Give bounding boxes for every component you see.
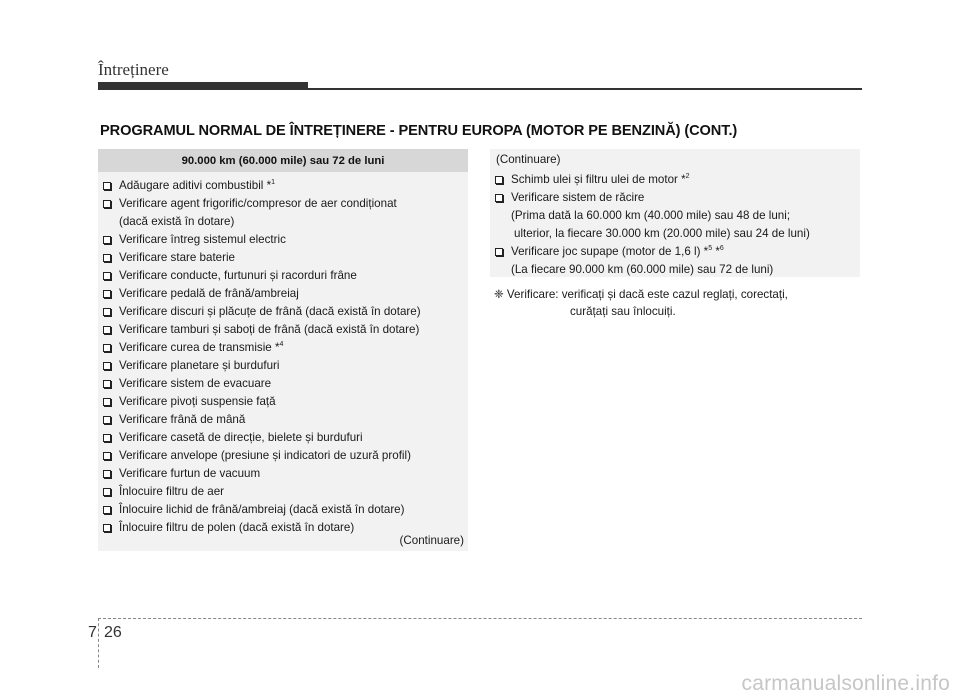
checklist-item: Verificare agent frigorific/compresor de aer condiționat (dacă există în dotare) [98,195,468,231]
checklist-item: Adăugare aditivi combustibil *$^1$ [98,177,468,195]
interval-header: 90.000 km (60.000 mile) sau 72 de luni [98,149,468,172]
section-title: Întreținere [98,60,169,79]
checklist-item: Verificare întreg sistemul electric [98,231,468,249]
checklist-item: Verificare planetare și burdufuri [98,357,468,375]
footnote-line: ❈ Verificare: verificați și dacă este cazul reglați, corectați, [494,288,788,301]
checkbox-icon [103,254,111,262]
checkbox-icon [103,344,111,352]
page-heading: PROGRAMUL NORMAL DE ÎNTREȚINERE - PENTRU EUROPA (MOTOR PE BENZINĂ) (CONT.) [100,123,738,139]
checklist-item: Verificare furtun de vacuum [98,465,468,483]
checkbox-icon [103,488,111,496]
checkbox-icon [103,272,111,280]
checkbox-icon [103,380,111,388]
checklist-item: Verificare anvelope (presiune și indicatori de uzură profil) [98,447,468,465]
maintenance-table-right [490,149,860,277]
checkbox-icon [103,434,111,442]
continued-label: (Continuare) [496,153,561,166]
page-number: 26 [104,624,122,641]
checklist-item: Verificare casetă de direcție, bielete și burdufuri [98,429,468,447]
checklist-item: Schimb ulei și filtru ulei de motor *$^2$ [490,171,860,189]
chapter-number: 7 [88,624,97,641]
checklist-item: Înlocuire filtru de aer [98,483,468,501]
checklist-item: Verificare discuri și plăcuțe de frână (dacă există în dotare) [98,303,468,321]
checkbox-icon [103,470,111,478]
checkbox-icon [103,200,111,208]
checklist-item: Verificare frână de mână [98,411,468,429]
checkbox-icon [495,176,503,184]
checkbox-icon [103,236,111,244]
checkbox-icon [103,182,111,190]
checklist-item: Verificare conducte, furtunuri și racorduri frâne [98,267,468,285]
checklist-item: Verificare stare baterie [98,249,468,267]
continued-label: (Continuare) [399,534,464,547]
checkbox-icon [103,308,111,316]
footer-rule [98,618,862,619]
checkbox-icon [103,362,111,370]
checkbox-icon [103,506,111,514]
checklist-item: Verificare sistem de răcire (Prima dată la 60.000 km (40.000 mile) sau 48 de luni; ulterior, la fiecare 30.000 km (20.000 mile) sau 24 de luni) [490,189,860,243]
checklist-item: Verificare pivoți suspensie față [98,393,468,411]
footnote-line: curățați sau înlocuiți. [570,305,676,318]
right-checklist [490,171,860,279]
checkbox-icon [103,452,111,460]
header-rule [98,88,862,90]
checkbox-icon [103,398,111,406]
checklist-item: Înlocuire lichid de frână/ambreiaj (dacă există în dotare) [98,501,468,519]
item-continuation: ulterior, la fiecare 30.000 km (20.000 mile) sau 24 de luni) [514,227,810,240]
checklist-item: Verificare sistem de evacuare [98,375,468,393]
checklist-item: Verificare joc supape (motor de 1,6 l) *$^5$ *$^6$ (La fiecare 90.000 km (60.000 mile) sau 72 de luni) [490,243,860,279]
checklist-item: Verificare pedală de frână/ambreiaj [98,285,468,303]
footer-tick [98,618,99,668]
checkbox-icon [103,524,111,532]
checkbox-icon [103,416,111,424]
checkbox-icon [495,248,503,256]
checklist-item: Verificare curea de transmisie *$^4$ [98,339,468,357]
item-continuation: (La fiecare 90.000 km (60.000 mile) sau 72 de luni) [511,263,774,276]
maintenance-table-left [98,149,468,551]
checkbox-icon [103,290,111,298]
checkbox-icon [103,326,111,334]
item-continuation: (dacă există în dotare) [119,215,235,228]
checkbox-icon [495,194,503,202]
checklist-item: Înlocuire filtru de polen (dacă există în dotare) [98,519,468,537]
checklist-item: Verificare tamburi și saboți de frână (dacă există în dotare) [98,321,468,339]
footnote [494,286,860,320]
left-checklist [98,177,468,537]
watermark: carmanualsonline.info [741,672,950,695]
item-continuation: (Prima dată la 60.000 km (40.000 mile) sau 48 de luni; [511,209,791,222]
